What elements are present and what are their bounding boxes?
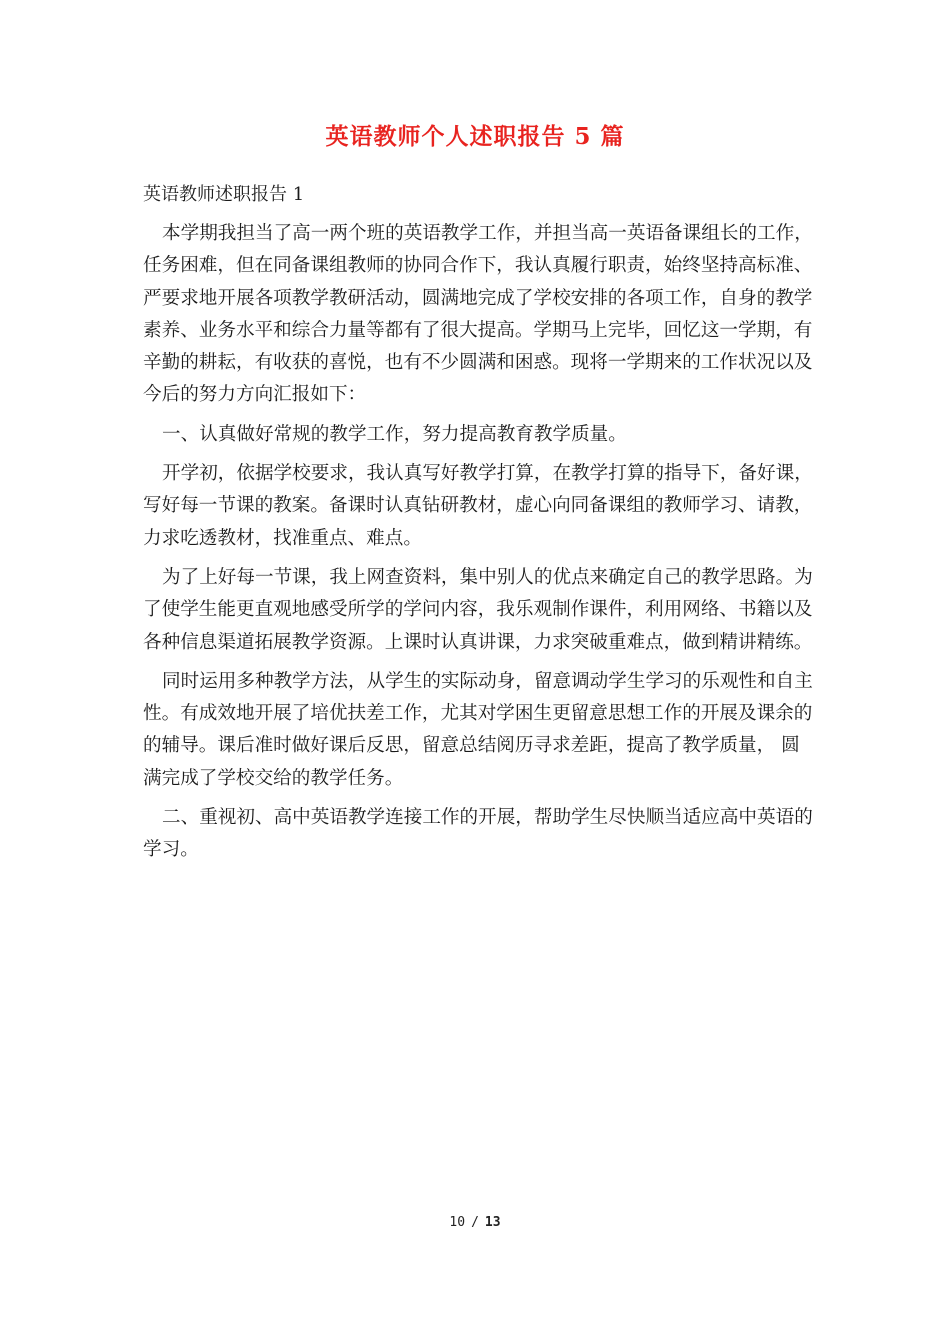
paragraph: 开学初，依据学校要求，我认真写好教学打算，在教学打算的指导下，备好课，写好每一节课的教案。备课时认真钻研教材，虚心向同备课组的教师学习、请教，力求吃透教材，找准重点、难点。 xyxy=(143,463,813,549)
page-number xyxy=(0,1215,950,1230)
document-body xyxy=(143,218,818,874)
total-pages-number: 13 xyxy=(484,1215,501,1230)
paragraph: 同时运用多种教学方法，从学生的实际动身，留意调动学生学习的乐观性和自主性。有成效地开展了培优扶差工作，尤其对学困生更留意思想工作的开展及课余的的辅导。课后准时做好课后反思，留意总结阅历寻求差距，提高了教学质量， 圆满完成了学校交给的教学任务。 xyxy=(143,670,813,789)
paragraph: 一、认真做好常规的教学工作，努力提高教育教学质量。 xyxy=(162,423,627,445)
document-title: 英语教师个人述职报告 5 篇 xyxy=(325,123,625,150)
paragraph: 为了上好每一节课，我上网查资料，集中别人的优点来确定自己的教学思路。为了使学生能更直观地感受所学的学问内容，我乐观制作课件，利用网络、书籍以及各种信息渠道拓展教学资源。上课时认真讲课，力求突破重难点，做到精讲精练。 xyxy=(143,566,813,653)
paragraph: 二、重视初、高中英语教学连接工作的开展，帮助学生尽快顺当适应高中英语的学习。 xyxy=(143,807,813,861)
section-heading: 英语教师述职报告 1 xyxy=(143,184,305,205)
paragraph: 本学期我担当了高一两个班的英语教学工作，并担当高一英语备课组长的工作，任务困难，但在同备课组教师的协同合作下，我认真履行职责，始终坚持高标准、严要求地开展各项教学教研活动，圆满地完成了学校安排的各项工作，自身的教学素养、业务水平和综合力量等都有了很大提高。学期马上完毕，回忆这一学期，有辛勤的耕耘，有收获的喜悦，也有不少圆满和困惑。现将一学期来的工作状况以及今后的努力方向汇报如下： xyxy=(143,223,813,406)
page-separator: / xyxy=(471,1215,479,1230)
current-page-number: 10 xyxy=(449,1215,466,1230)
